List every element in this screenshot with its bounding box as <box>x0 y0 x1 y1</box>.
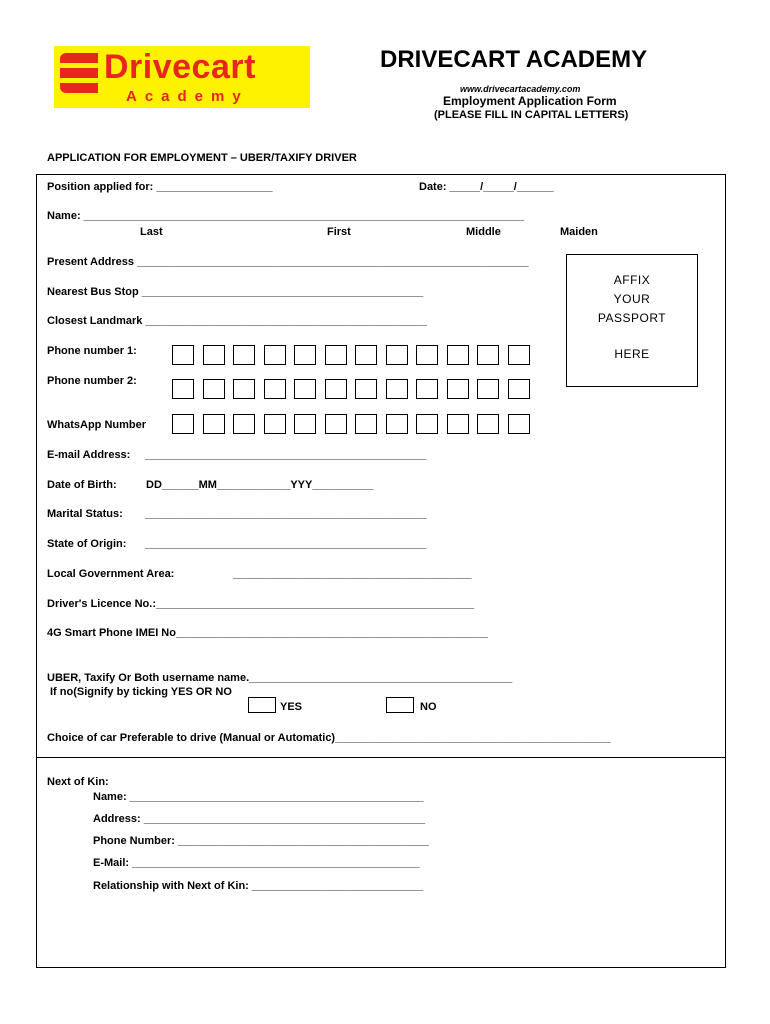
name-field[interactable]: Name: ________________________________________________________________________ <box>47 210 525 222</box>
whatsapp-digit-box[interactable] <box>233 414 255 434</box>
phone2-digit-box[interactable] <box>355 379 377 399</box>
whatsapp-digit-box[interactable] <box>203 414 225 434</box>
academy-logo <box>54 46 310 108</box>
whatsapp-digit-box[interactable] <box>264 414 286 434</box>
section-title: APPLICATION FOR EMPLOYMENT – UBER/TAXIFY DRIVER <box>47 152 357 164</box>
lga-label: Local Government Area: <box>47 568 175 580</box>
phone1-digit-box[interactable] <box>386 345 408 365</box>
name-middle-label: Middle <box>466 226 501 238</box>
logo-stripe <box>60 53 98 63</box>
phone1-label: Phone number 1: <box>47 345 137 357</box>
position-field[interactable]: Position applied for: ___________________ <box>47 181 273 193</box>
phone2-digit-box[interactable] <box>233 379 255 399</box>
name-maiden-label: Maiden <box>560 226 598 238</box>
username-field[interactable]: UBER, Taxify Or Both username name.___________________________________________ <box>47 672 513 684</box>
phone1-digit-box[interactable] <box>447 345 469 365</box>
landmark-field[interactable]: Closest Landmark ______________________________________________ <box>47 315 427 327</box>
email-label: E-mail Address: <box>47 449 131 461</box>
whatsapp-digit-box[interactable] <box>355 414 377 434</box>
phone1-digit-box[interactable] <box>203 345 225 365</box>
dob-input[interactable]: DD______MM____________YYY__________ <box>146 479 374 491</box>
licence-field[interactable]: Driver's Licence No.:____________________________________________________ <box>47 598 475 610</box>
phone1-digit-box[interactable] <box>294 345 316 365</box>
phone1-digit-box[interactable] <box>416 345 438 365</box>
state-input-line[interactable]: ______________________________________________ <box>145 538 427 550</box>
whatsapp-label: WhatsApp Number <box>47 419 146 431</box>
phone1-digit-box[interactable] <box>172 345 194 365</box>
website-url: www.drivecartacademy.com <box>460 84 581 94</box>
phone1-digit-box[interactable] <box>508 345 530 365</box>
whatsapp-digit-box[interactable] <box>172 414 194 434</box>
phone1-digit-box[interactable] <box>233 345 255 365</box>
whatsapp-digit-box[interactable] <box>325 414 347 434</box>
kin-relationship-field[interactable]: Relationship with Next of Kin: ____________________________ <box>93 880 424 892</box>
name-last-label: Last <box>140 226 163 238</box>
next-of-kin-heading: Next of Kin: <box>47 776 109 788</box>
no-checkbox[interactable] <box>386 697 414 713</box>
phone2-digit-box[interactable] <box>447 379 469 399</box>
signify-instruction: If no(Signify by ticking YES OR NO <box>50 686 232 698</box>
phone1-digit-box[interactable] <box>325 345 347 365</box>
phone2-digit-box[interactable] <box>386 379 408 399</box>
phone1-digit-box[interactable] <box>264 345 286 365</box>
logo-stripe <box>60 83 98 93</box>
bus-stop-field[interactable]: Nearest Bus Stop ______________________________________________ <box>47 286 424 298</box>
phone2-label: Phone number 2: <box>47 375 137 387</box>
no-label: NO <box>420 701 437 713</box>
kin-name-field[interactable]: Name: ________________________________________________ <box>93 791 424 803</box>
whatsapp-digit-box[interactable] <box>447 414 469 434</box>
marital-label: Marital Status: <box>47 508 123 520</box>
imei-field[interactable]: 4G Smart Phone IMEI No___________________________________________________ <box>47 627 488 639</box>
kin-phone-field[interactable]: Phone Number: _________________________________________ <box>93 835 429 847</box>
phone2-digit-box[interactable] <box>172 379 194 399</box>
whatsapp-digit-box[interactable] <box>508 414 530 434</box>
page-title: DRIVECART ACADEMY <box>380 46 648 73</box>
dob-label: Date of Birth: <box>47 479 117 491</box>
photo-line-2: YOUR <box>613 292 651 306</box>
logo-name: Drivecart <box>104 48 256 86</box>
whatsapp-digit-box[interactable] <box>294 414 316 434</box>
state-label: State of Origin: <box>47 538 127 550</box>
phone2-digit-box[interactable] <box>508 379 530 399</box>
phone2-digit-box[interactable] <box>294 379 316 399</box>
logo-stripe <box>60 68 98 78</box>
marital-input-line[interactable]: ______________________________________________ <box>145 508 427 520</box>
phone2-digit-box[interactable] <box>203 379 225 399</box>
photo-line-4: HERE <box>614 347 650 361</box>
form-name: Employment Application Form <box>443 94 617 108</box>
whatsapp-digit-box[interactable] <box>477 414 499 434</box>
name-first-label: First <box>327 226 351 238</box>
yes-checkbox[interactable] <box>248 697 276 713</box>
photo-line-3: PASSPORT <box>597 311 667 325</box>
kin-email-field[interactable]: E-Mail: _______________________________________________ <box>93 857 420 869</box>
kin-address-field[interactable]: Address: ______________________________________________ <box>93 813 426 825</box>
phone2-digit-box[interactable] <box>325 379 347 399</box>
whatsapp-digit-box[interactable] <box>416 414 438 434</box>
phone2-digit-box[interactable] <box>416 379 438 399</box>
email-input-line[interactable]: ______________________________________________ <box>145 449 427 461</box>
phone1-digit-box[interactable] <box>355 345 377 365</box>
logo-tagline: Academy <box>126 88 249 105</box>
phone2-digit-box[interactable] <box>264 379 286 399</box>
car-choice-field[interactable]: Choice of car Preferable to drive (Manual or Automatic)_____________________________________________ <box>47 732 611 744</box>
photo-line-1: AFFIX <box>613 273 651 287</box>
present-address-field[interactable]: Present Address ________________________________________________________________ <box>47 256 529 268</box>
yes-label: YES <box>280 701 303 713</box>
phone1-digit-box[interactable] <box>477 345 499 365</box>
passport-photo-box <box>566 254 698 387</box>
capital-letters-note: (PLEASE FILL IN CAPITAL LETTERS) <box>434 109 629 121</box>
date-field[interactable]: Date: _____/_____/______ <box>419 181 554 193</box>
lga-input-line[interactable]: _______________________________________ <box>233 568 472 580</box>
whatsapp-digit-box[interactable] <box>386 414 408 434</box>
phone2-digit-box[interactable] <box>477 379 499 399</box>
